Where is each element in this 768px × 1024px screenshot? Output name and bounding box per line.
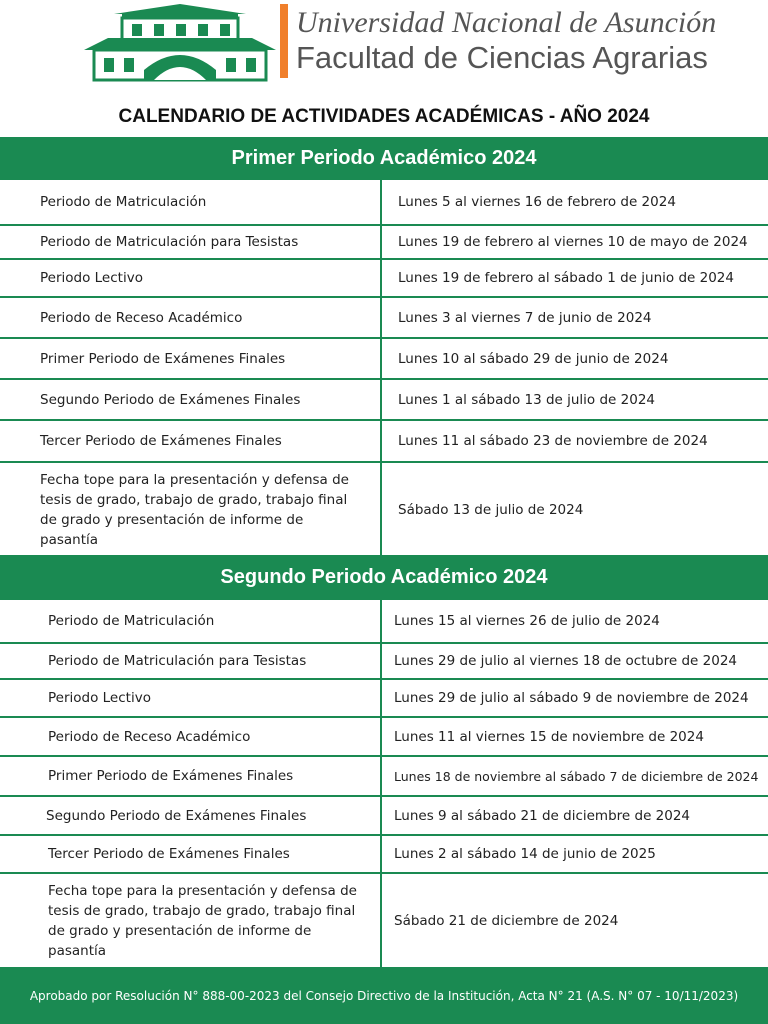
second-period-table xyxy=(0,598,768,969)
table-row xyxy=(0,297,768,338)
table-row xyxy=(0,379,768,420)
activity-cell: Segundo Periodo de Exámenes Finales xyxy=(0,796,381,835)
faculty-name: Facultad de Ciencias Agrarias xyxy=(296,40,708,75)
activity-cell: Periodo de Matriculación para Tesistas xyxy=(0,225,381,259)
first-period-table xyxy=(0,178,768,558)
dates-cell: Lunes 19 de febrero al sábado 1 de junio de 2024 xyxy=(381,259,768,297)
dates-cell: Lunes 15 al viernes 26 de julio de 2024 xyxy=(381,599,768,643)
table-row xyxy=(0,259,768,297)
second-period-heading: Segundo Periodo Académico 2024 xyxy=(0,555,768,599)
page-header xyxy=(0,0,768,100)
dates-cell: Sábado 21 de diciembre de 2024 xyxy=(381,873,768,968)
activity-cell: Primer Periodo de Exámenes Finales xyxy=(0,338,381,379)
activity-cell: Periodo Lectivo xyxy=(0,259,381,297)
dates-cell: Lunes 29 de julio al viernes 18 de octubre de 2024 xyxy=(381,643,768,679)
activity-cell: Periodo Lectivo xyxy=(0,679,381,717)
table-row xyxy=(0,179,768,225)
university-name: Universidad Nacional de Asunción xyxy=(296,6,717,39)
dates-cell: Lunes 9 al sábado 21 de diciembre de 2024 xyxy=(381,796,768,835)
activity-cell: Fecha tope para la presentación y defensa de tesis de grado, trabajo de grado, trabajo final de grado y presentación de informe de pasantía xyxy=(0,462,381,557)
table-row xyxy=(0,679,768,717)
activity-cell: Periodo de Receso Académico xyxy=(0,297,381,338)
table-row xyxy=(0,835,768,873)
dates-cell: Lunes 11 al sábado 23 de noviembre de 2024 xyxy=(381,420,768,462)
first-period-heading: Primer Periodo Académico 2024 xyxy=(0,137,768,180)
dates-cell: Sábado 13 de julio de 2024 xyxy=(381,462,768,557)
table-row xyxy=(0,420,768,462)
table-row xyxy=(0,756,768,796)
header-separator xyxy=(280,4,288,78)
activity-cell: Periodo de Receso Académico xyxy=(0,717,381,756)
dates-cell: Lunes 5 al viernes 16 de febrero de 2024 xyxy=(381,179,768,225)
table-row xyxy=(0,796,768,835)
activity-cell: Periodo de Matriculación xyxy=(0,179,381,225)
dates-cell: Lunes 3 al viernes 7 de junio de 2024 xyxy=(381,297,768,338)
activity-cell: Periodo de Matriculación xyxy=(0,599,381,643)
dates-cell: Lunes 18 de noviembre al sábado 7 de diciembre de 2024 xyxy=(381,756,768,796)
dates-cell: Lunes 19 de febrero al viernes 10 de mayo de 2024 xyxy=(381,225,768,259)
building-arches-logo xyxy=(84,4,276,82)
activity-cell: Tercer Periodo de Exámenes Finales xyxy=(0,420,381,462)
dates-cell: Lunes 10 al sábado 29 de junio de 2024 xyxy=(381,338,768,379)
page-title: CALENDARIO DE ACTIVIDADES ACADÉMICAS - AÑO 2024 xyxy=(118,106,650,127)
table-row xyxy=(0,338,768,379)
activity-cell: Primer Periodo de Exámenes Finales xyxy=(0,756,381,796)
dates-cell: Lunes 2 al sábado 14 de junio de 2025 xyxy=(381,835,768,873)
activity-cell: Fecha tope para la presentación y defensa de tesis de grado, trabajo de grado, trabajo final de grado y presentación de informe de pasantía xyxy=(0,873,381,968)
dates-cell: Lunes 1 al sábado 13 de julio de 2024 xyxy=(381,379,768,420)
approval-footer: Aprobado por Resolución N° 888-00-2023 del Consejo Directivo de la Institución, Acta N° 21 (A.S. N° 07 - 10/11/2023) xyxy=(0,967,768,1024)
activity-cell: Segundo Periodo de Exámenes Finales xyxy=(0,379,381,420)
activity-cell: Periodo de Matriculación para Tesistas xyxy=(0,643,381,679)
table-row xyxy=(0,462,768,557)
dates-cell: Lunes 29 de julio al sábado 9 de noviembre de 2024 xyxy=(381,679,768,717)
table-row xyxy=(0,873,768,968)
activity-cell: Tercer Periodo de Exámenes Finales xyxy=(0,835,381,873)
dates-cell: Lunes 11 al viernes 15 de noviembre de 2024 xyxy=(381,717,768,756)
table-row xyxy=(0,225,768,259)
table-row xyxy=(0,643,768,679)
table-row xyxy=(0,599,768,643)
table-row xyxy=(0,717,768,756)
